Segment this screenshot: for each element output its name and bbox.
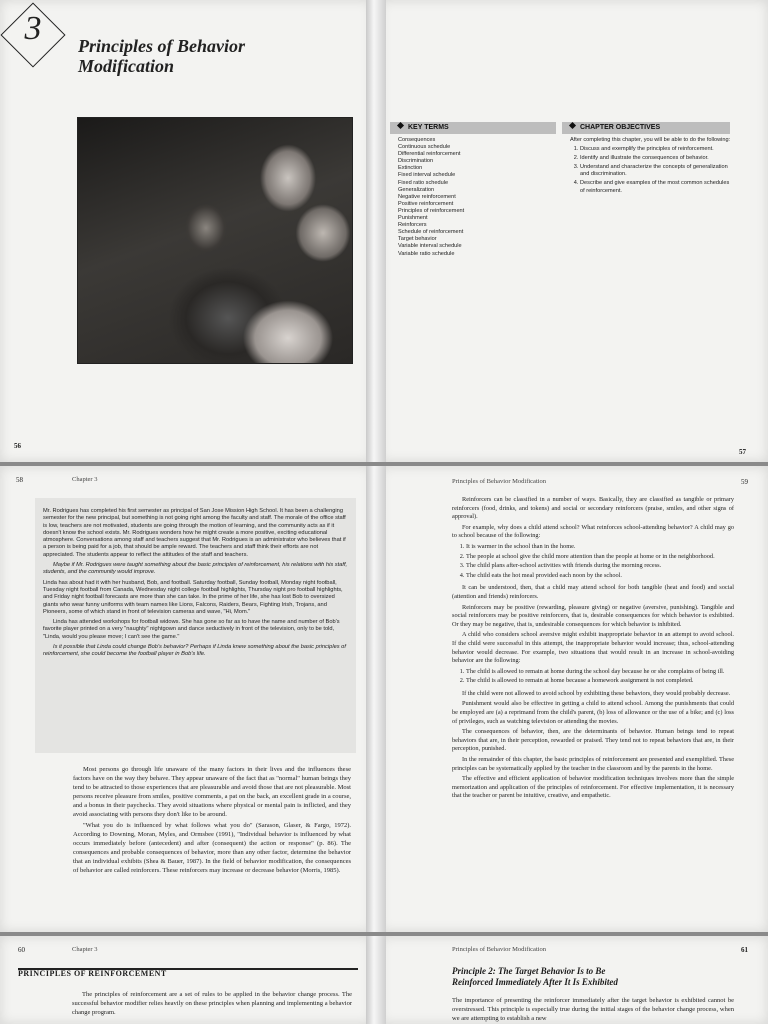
list-item: 3. Understand and characterize the concepts of generalization and discrimination. — [580, 164, 732, 178]
body-paragraph: A child who considers school aversive might exhibit inappropriate behavior in an attempt to avoid school. If the child were successful in this attempt, the inappropriate behavior would increase; thus, school-attending behavior would decrease. For example, two situations that would result in an increase in school-avoiding behavior are the following: — [452, 631, 734, 665]
key-term-item: Variable interval schedule — [398, 243, 462, 250]
opening-vignette — [35, 498, 356, 753]
body-paragraph: The consequences of behavior, then, are the determinants of behavior. Human beings tend to repeat behaviors that are, in their perception, rewarded or praised. They tend not to repeat behaviors that are, in their perception, punished. — [452, 728, 734, 753]
key-term-item: Positive reinforcement — [398, 200, 454, 207]
school-avoiding-list — [452, 668, 734, 686]
page-number-59: 59 — [741, 478, 748, 486]
body-paragraph: Most persons go through life unaware of the many factors in their lives and the influences these factors have on the way they behave. They appear unaware of the fact that as "normal" human beings they tend to be attracted to those experiences that are pleasurable and avoid those that are not pleasurable. Most persons receive pleasure from smiles, positive comments, a pat on the back, an excellent grade in a course, and a bonus in their paychecks. They avoid situations where physical or mental pain is inflicted, and they avoid associating with persons they don't like to be around. — [73, 766, 351, 818]
key-term-item: Schedule of reinforcement — [398, 229, 464, 236]
body-paragraph: Reinforcers can be classified in a number of ways. Basically, they are classified as tangible or primary reinforcers (food, drinks, and tokens) and social or secondary reinforcers (praise, smiles, and other signs of approval). — [452, 496, 734, 521]
page-56 — [0, 0, 372, 462]
page-59-body — [452, 496, 734, 803]
running-head-58: Chapter 3 — [72, 476, 98, 483]
page-60 — [0, 936, 372, 1024]
book-gutter-top — [366, 0, 386, 462]
body-paragraph: The importance of presenting the reinforcer immediately after the target behavior is exhibited cannot be overstressed. This principle is especially true during the initial stages of the behavior change process, when we are attempting to establish a new — [452, 997, 734, 1022]
page-61 — [380, 936, 768, 1024]
key-term-item: Differential reinforcement — [398, 151, 461, 158]
list-item: 2. The child is allowed to remain at home because a homework assignment is not completed. — [466, 677, 734, 686]
key-term-item: Generalization — [398, 186, 435, 193]
page-58-body — [73, 765, 351, 877]
principle-heading-line1: Principle 2: The Target Behavior Is to Be — [452, 966, 606, 976]
school-reasons-list — [452, 543, 734, 580]
page-number-57: 57 — [739, 448, 746, 456]
chapter-number: 3 — [24, 10, 42, 47]
chapter-objectives — [570, 137, 732, 197]
objectives-list — [570, 146, 732, 195]
body-paragraph: "What you do is influenced by what follows what you do" (Sarason, Glaser, & Fargo, 1972). According to Downing, Moran, Myles, and Ormsbee (1991), "Individual behavior is influenced by what occurs immediately before (antecedent) and after (consequent) the action or response" (p. 86). The consequences and probable consequences of behavior, more than any other factor, determine the behavior that an individual exhibits (Shea & Bauer, 1987). In the field of behavior modification, the consequences of behavior are called reinforcers. These reinforcers may increase or decrease behavior (Morris, 1985). — [73, 822, 351, 874]
list-item: 1. It is warmer in the school than in the home. — [466, 543, 734, 552]
page-60-body — [72, 990, 352, 1019]
list-item: 4. Describe and give examples of the most common schedules of reinforcement. — [580, 180, 732, 194]
list-item: 2. Identify and illustrate the consequences of behavior. — [580, 155, 732, 162]
running-head-59: Principles of Behavior Modification — [452, 478, 547, 485]
chapter-title-line1: Principles of Behavior — [78, 36, 245, 56]
page-number-60: 60 — [18, 946, 25, 954]
key-term-item: Consequences — [398, 137, 436, 143]
running-head-61: Principles of Behavior Modification — [452, 946, 547, 953]
book-gutter-bottom — [366, 936, 386, 1024]
key-terms-heading: KEY TERMS — [390, 122, 556, 134]
key-term-item: Negative reinforcement — [398, 193, 456, 200]
classroom-photo — [77, 117, 353, 364]
chapter-title-line2: Modification — [78, 56, 175, 76]
page-59 — [380, 466, 768, 932]
vignette-paragraph-italic: Maybe if Mr. Rodrigues were taught something about the basic principles of reinforcement, his relations with his staff, students, and the community would improve. — [43, 562, 348, 576]
body-paragraph: For example, why does a child attend school? What reinforces school-attending behavior? A child may go to school because of the following: — [452, 523, 734, 540]
key-term-item: Principles of reinforcement — [398, 207, 465, 214]
key-term-item: Discrimination — [398, 158, 434, 165]
principle-heading — [452, 966, 742, 988]
page-number-61: 61 — [741, 946, 748, 954]
body-paragraph: If the child were not allowed to avoid school by exhibiting these behaviors, they would probably decrease. — [462, 689, 731, 697]
list-item: 3. The child plans after-school activities with friends during the morning recess. — [466, 562, 734, 571]
running-head-60: Chapter 3 — [72, 946, 98, 953]
body-paragraph: The effective and efficient application of behavior modification techniques involves more than the simple memorization and application of the principles of reinforcement. For effective implementation, it is necessary that the teacher or parent be intuitive, creative, and empathetic. — [452, 775, 734, 800]
objectives-intro: After completing this chapter, you will be able to do the following: — [570, 137, 731, 143]
body-paragraph: It can be understood, then, that a child may attend school for both tangible (heat and food) and social (attention and friends) reinforcers. — [452, 584, 734, 600]
key-terms-list — [398, 137, 558, 258]
key-term-item: Fixed ratio schedule — [398, 179, 449, 186]
body-paragraph: Punishment would also be effective in getting a child to attend school. Among the punishments that could be employed are (a) a reprimand from the child's parent, (b) loss of allowance or the use of a bike; and (c) loss of privileges, such as watching television or attending the movies. — [452, 700, 734, 725]
list-item: 2. The people at school give the child more attention than the people at home or in the neighborhood. — [466, 553, 734, 562]
list-item: 1. Discuss and exemplify the principles of reinforcement. — [580, 146, 732, 153]
page-61-body — [452, 996, 734, 1024]
list-item: 4. The child eats the hot meal provided each noon by the school. — [466, 572, 734, 581]
page-number-56: 56 — [14, 442, 21, 450]
section-heading: PRINCIPLES OF REINFORCEMENT — [18, 969, 167, 978]
diamond-bullet-icon — [397, 122, 404, 129]
body-paragraph: Reinforcers may be positive (rewarding, pleasure giving) or negative (aversive, punishing). Tangible and social reinforcers may be positive reinforcers, that is, desirable consequences for which behavior is exhibited. Or they may be negative, that is, undesirable consequences for which behavior is inhibited. — [452, 603, 734, 628]
list-item: 1. The child is allowed to remain at home during the school day because he or she complains of being ill. — [466, 668, 734, 677]
vignette-paragraph: Mr. Rodrigues has completed his first semester as principal of San Jose Mission High School. It has been a challenging semester for the new principal, but something is not going right among the faculty and staff. The morale of the office staff is low, teachers are not motivated, students are going through the motion of learning, and the community acts as if it doesn't know the school exists. Mr. Rodrigues wonders how he might create a more positive, exciting educational atmosphere. Conversations among staff and teachers suggest that Mr. Rodrigues is an administrator who believes that if a person is being paid for a job, that should be ample reward. The teachers and staff think their efforts are not appreciated. The students appear to reflect the attitudes of the staff and teachers. — [43, 508, 346, 558]
body-paragraph: In the remainder of this chapter, the basic principles of reinforcement are presented and exemplified. These principles can be systematically applied by the teacher in the classroom and by the parents in the home. — [452, 756, 734, 772]
key-term-item: Continuous schedule — [398, 144, 451, 151]
book-gutter-middle — [366, 466, 386, 932]
key-term-item: Punishment — [398, 215, 428, 222]
page-number-58: 58 — [16, 476, 23, 484]
diamond-bullet-icon — [569, 122, 576, 129]
key-term-item: Reinforcers — [398, 222, 427, 229]
key-term-item: Variable ratio schedule — [398, 250, 455, 257]
key-term-item: Fixed interval schedule — [398, 172, 456, 179]
key-term-item: Extinction — [398, 165, 423, 172]
chapter-title — [78, 36, 338, 76]
vignette-paragraph: Linda has attended workshops for football widows. She has gone so far as to have the name and number of Bob's favorite player printed on a very "naughty" nightgown and dance seductively in front of the television, only to be told, "Linda, would you please move; I can't see the game." — [43, 619, 340, 640]
vignette-paragraph-italic: Is it possible that Linda could change Bob's behavior? Perhaps if Linda knew something about the basic principles of reinforcement, she could become the football player in Bob's life. — [43, 644, 346, 658]
principle-heading-line2: Reinforced Immediately After It Is Exhibited — [452, 977, 618, 987]
vignette-paragraph: Linda has about had it with her husband, Bob, and football. Saturday football, Sunday football, Monday night football, Tuesday night football from Canada, Wednesday night college football highlights, Thursday night pro football highlights, and Friday night football forecasts are more than she can take. In the prime of her life, she has lost Bob to oversized giants who wear funny uniforms with team names like Lions, Falcons, Raiders, Bears, Fighting Irish, Trojans, and Pioneers, some of which stand in front of television cameras and wave, "Hi, Mom." — [43, 579, 343, 615]
key-term-item: Target behavior — [398, 236, 437, 243]
body-paragraph: The principles of reinforcement are a set of rules to be applied in the behavior change process. The successful behavior modifier relies heavily on these principles when planning and implementing a behavior change program. — [72, 991, 352, 1016]
page-57 — [380, 0, 768, 462]
chapter-objectives-heading: CHAPTER OBJECTIVES — [562, 122, 730, 134]
